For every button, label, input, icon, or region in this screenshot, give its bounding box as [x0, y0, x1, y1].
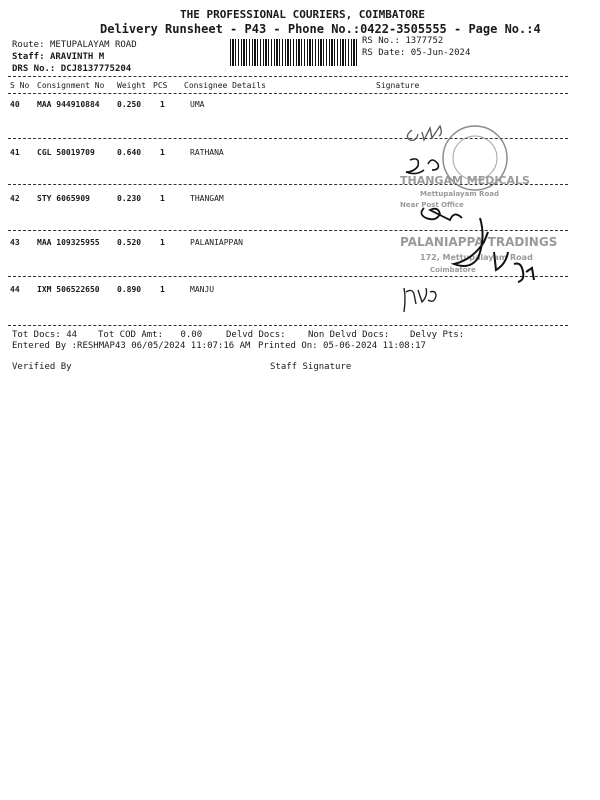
- cell-consignment: CGL 50019709: [37, 148, 95, 157]
- row-divider: [8, 325, 568, 326]
- col-signature: Signature: [376, 81, 420, 90]
- rs-no-line: [362, 36, 443, 46]
- cell-sno: 41: [10, 148, 20, 157]
- cell-weight: 0.890: [117, 285, 142, 294]
- tot-docs-value: 44: [66, 330, 78, 340]
- staff-label: Staff:: [12, 52, 45, 62]
- route-value: METUPALAYAM ROAD: [49, 40, 137, 50]
- cell-weight: 0.230: [117, 194, 142, 203]
- printed-on: Printed On: 05-06-2024 11:08:17: [258, 341, 426, 351]
- row-divider: [8, 276, 568, 277]
- svg-text:Mettupalayam Road: Mettupalayam Road: [420, 190, 499, 198]
- cell-pcs: 1: [160, 194, 165, 203]
- cell-sno: 40: [10, 100, 20, 109]
- cell-consignment: MAA 109325955: [37, 238, 100, 247]
- barcode: [230, 39, 357, 66]
- rs-date-line: [362, 48, 470, 58]
- svg-text:THANGAM MEDICALS: THANGAM MEDICALS: [400, 174, 530, 187]
- staff-value: ARAVINTH M: [49, 52, 105, 62]
- rs-date-value: 05-Jun-2024: [410, 48, 471, 58]
- non-delvd-label: Non Delvd Docs:: [308, 330, 390, 340]
- delvy-pts-label: Delvy Pts:: [410, 330, 465, 340]
- svg-text:Near Post Office: Near Post Office: [400, 201, 464, 209]
- cell-sno: 42: [10, 194, 20, 203]
- cell-consignment: STY 6065909: [37, 194, 90, 203]
- tot-cod-label: Tot COD Amt:: [98, 330, 164, 340]
- divider: [8, 76, 568, 77]
- cell-pcs: 1: [160, 100, 165, 109]
- signature-manju: [404, 288, 436, 312]
- cell-consignee: UMA: [190, 100, 205, 109]
- cell-sno: 43: [10, 238, 20, 247]
- entered-by: Entered By :RESHMAP43 06/05/2024 11:07:16 AM: [12, 341, 251, 351]
- tot-cod-value: 0.00: [180, 330, 203, 340]
- divider: [8, 93, 568, 94]
- row-divider: [8, 230, 568, 231]
- row-divider: [8, 138, 568, 139]
- rs-date-label: RS Date:: [362, 48, 406, 58]
- cell-weight: 0.640: [117, 148, 142, 157]
- stamp-thangam: [400, 174, 530, 209]
- col-pcs: PCS: [153, 81, 168, 90]
- cell-sno: 44: [10, 285, 20, 294]
- delvd-docs-label: Delvd Docs:: [226, 330, 286, 340]
- col-sno: S No: [10, 81, 30, 90]
- svg-text:PALANIAPPA TRADINGS: PALANIAPPA TRADINGS: [400, 235, 558, 249]
- tot-docs-label: Tot Docs:: [12, 330, 61, 340]
- cell-pcs: 1: [160, 238, 165, 247]
- cell-consignee: RATHANA: [190, 148, 224, 157]
- runsheet-subtitle: Delivery Runsheet - P43 - Phone No.:0422-3505555 - Page No.:4: [100, 22, 541, 36]
- rs-no-label: RS No.:: [362, 36, 400, 46]
- cell-consignee: MANJU: [190, 285, 215, 294]
- staff-signature: Staff Signature: [270, 362, 352, 372]
- cell-consignee: THANGAM: [190, 194, 224, 203]
- cell-weight: 0.250: [117, 100, 142, 109]
- verified-by: Verified By: [12, 362, 72, 372]
- route-label: Route:: [12, 40, 45, 50]
- staff-line: [12, 52, 104, 62]
- col-consignee: Consignee Details: [184, 81, 266, 90]
- drs-line: [12, 64, 131, 74]
- tot-docs: [12, 330, 77, 340]
- rs-no-value: 1377752: [405, 36, 444, 46]
- cell-pcs: 1: [160, 285, 165, 294]
- signature-thangam: [421, 208, 462, 220]
- stamp-palaniappa: [400, 235, 557, 274]
- signatures-stamps-image: [380, 100, 580, 330]
- cell-consignment: MAA 944910884: [37, 100, 100, 109]
- signature-palaniappan: [454, 218, 534, 282]
- row-divider: [8, 184, 568, 185]
- cell-weight: 0.520: [117, 238, 142, 247]
- cell-pcs: 1: [160, 148, 165, 157]
- signature-rathana: [406, 159, 438, 174]
- cell-consignee: PALANIAPPAN: [190, 238, 243, 247]
- drs-label: DRS No.:: [12, 64, 56, 74]
- svg-text:172, Mettupalayam Road: 172, Mettupalayam Road: [420, 253, 533, 262]
- tot-cod: [98, 330, 202, 340]
- col-consignment: Consignment No: [37, 81, 105, 90]
- round-seal: [443, 126, 507, 190]
- col-weight: Weight: [117, 81, 146, 90]
- cell-consignment: IXM 506522650: [37, 285, 100, 294]
- company-title: THE PROFESSIONAL COURIERS, COIMBATORE: [180, 8, 426, 21]
- route-line: [12, 40, 137, 50]
- svg-text:Coimbatore: Coimbatore: [430, 266, 476, 274]
- drs-value: DCJ8137775204: [60, 64, 132, 74]
